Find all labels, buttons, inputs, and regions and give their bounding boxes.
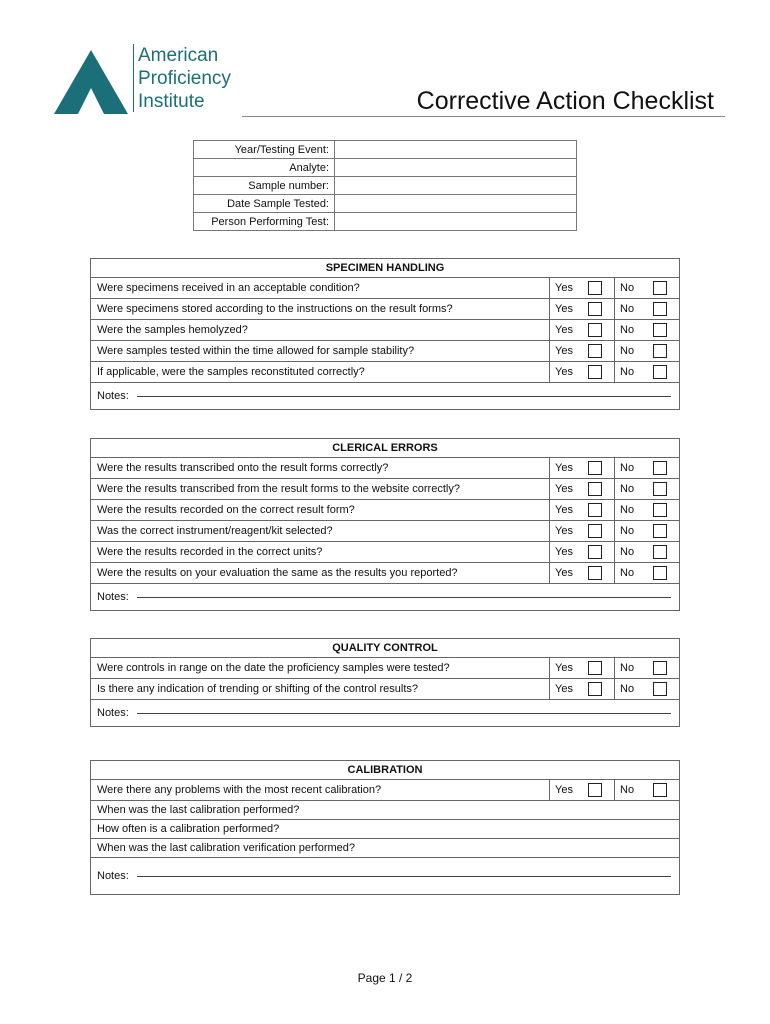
no-label: No bbox=[620, 303, 635, 315]
no-checkbox[interactable] bbox=[653, 503, 667, 517]
no-label: No bbox=[620, 662, 635, 674]
yes-option bbox=[549, 780, 614, 800]
yes-checkbox[interactable] bbox=[588, 783, 602, 797]
yes-option bbox=[549, 479, 614, 499]
yes-option bbox=[549, 658, 614, 678]
no-label: No bbox=[620, 683, 635, 695]
yes-label: Yes bbox=[555, 366, 573, 378]
question-text: Were the results transcribed onto the result forms correctly? bbox=[97, 462, 389, 474]
no-label: No bbox=[620, 366, 635, 378]
test-info-table bbox=[193, 140, 577, 231]
question-text: Were the results transcribed from the result forms to the website correctly? bbox=[97, 483, 460, 495]
yes-checkbox[interactable] bbox=[588, 365, 602, 379]
yes-option bbox=[549, 500, 614, 520]
yes-label: Yes bbox=[555, 462, 573, 474]
question-text: Were the results on your evaluation the same as the results you reported? bbox=[97, 567, 458, 579]
yes-checkbox[interactable] bbox=[588, 503, 602, 517]
yes-checkbox[interactable] bbox=[588, 302, 602, 316]
no-option bbox=[614, 458, 679, 478]
question-text: If applicable, were the samples reconstituted correctly? bbox=[97, 366, 365, 378]
yes-checkbox[interactable] bbox=[588, 482, 602, 496]
open-question-row bbox=[91, 839, 679, 858]
yes-option bbox=[549, 341, 614, 361]
info-label: Analyte: bbox=[194, 159, 335, 177]
yes-option bbox=[549, 679, 614, 699]
no-option bbox=[614, 780, 679, 800]
yes-option bbox=[549, 542, 614, 562]
section-calibration bbox=[90, 760, 680, 895]
yes-checkbox[interactable] bbox=[588, 524, 602, 538]
yes-checkbox[interactable] bbox=[588, 323, 602, 337]
info-label: Person Performing Test: bbox=[194, 213, 335, 231]
question-text: Were specimens received in an acceptable condition? bbox=[97, 282, 360, 294]
notes-label: Notes: bbox=[97, 591, 129, 603]
notes-area bbox=[91, 700, 679, 726]
no-checkbox[interactable] bbox=[653, 524, 667, 538]
info-row-analyte bbox=[194, 159, 577, 177]
question-text: Is there any indication of trending or shifting of the control results? bbox=[97, 683, 419, 695]
yes-option bbox=[549, 362, 614, 382]
no-option bbox=[614, 521, 679, 541]
no-option bbox=[614, 320, 679, 340]
question-text: When was the last calibration performed? bbox=[97, 804, 300, 816]
yes-option bbox=[549, 521, 614, 541]
yes-option bbox=[549, 299, 614, 319]
question-text: Were samples tested within the time allowed for sample stability? bbox=[97, 345, 415, 357]
yes-checkbox[interactable] bbox=[588, 461, 602, 475]
title-divider bbox=[242, 116, 725, 117]
no-checkbox[interactable] bbox=[653, 545, 667, 559]
yes-option bbox=[549, 278, 614, 298]
yes-label: Yes bbox=[555, 504, 573, 516]
yes-checkbox[interactable] bbox=[588, 344, 602, 358]
analyte-field[interactable] bbox=[335, 159, 577, 177]
question-text: Was the correct instrument/reagent/kit selected? bbox=[97, 525, 333, 537]
question-row bbox=[91, 320, 679, 341]
question-row bbox=[91, 362, 679, 383]
yes-label: Yes bbox=[555, 784, 573, 796]
year-testing-event-field[interactable] bbox=[335, 141, 577, 159]
no-label: No bbox=[620, 483, 635, 495]
question-row bbox=[91, 278, 679, 299]
question-row bbox=[91, 458, 679, 479]
no-option bbox=[614, 500, 679, 520]
yes-option bbox=[549, 320, 614, 340]
question-text: Were there any problems with the most recent calibration? bbox=[97, 784, 382, 796]
section-quality-control bbox=[90, 638, 680, 727]
info-row-sample bbox=[194, 177, 577, 195]
page-title: Corrective Action Checklist bbox=[416, 87, 714, 115]
notes-input-line[interactable] bbox=[137, 876, 671, 877]
date-sample-tested-field[interactable] bbox=[335, 195, 577, 213]
yes-checkbox[interactable] bbox=[588, 566, 602, 580]
api-logo bbox=[54, 44, 244, 116]
no-checkbox[interactable] bbox=[653, 661, 667, 675]
no-checkbox[interactable] bbox=[653, 281, 667, 295]
yes-label: Yes bbox=[555, 483, 573, 495]
yes-label: Yes bbox=[555, 567, 573, 579]
no-label: No bbox=[620, 462, 635, 474]
no-option bbox=[614, 479, 679, 499]
question-row bbox=[91, 658, 679, 679]
info-label: Date Sample Tested: bbox=[194, 195, 335, 213]
question-row bbox=[91, 780, 679, 801]
yes-checkbox[interactable] bbox=[588, 545, 602, 559]
question-text: Were the results recorded in the correct units? bbox=[97, 546, 323, 558]
section-specimen-handling bbox=[90, 258, 680, 410]
notes-input-line[interactable] bbox=[137, 713, 671, 714]
no-option bbox=[614, 542, 679, 562]
logo-mark-icon bbox=[54, 48, 128, 114]
yes-checkbox[interactable] bbox=[588, 281, 602, 295]
yes-label: Yes bbox=[555, 324, 573, 336]
yes-label: Yes bbox=[555, 525, 573, 537]
no-label: No bbox=[620, 504, 635, 516]
question-text: Were the samples hemolyzed? bbox=[97, 324, 248, 336]
sample-number-field[interactable] bbox=[335, 177, 577, 195]
notes-area bbox=[91, 383, 679, 409]
section-title: CALIBRATION bbox=[91, 761, 679, 780]
no-checkbox[interactable] bbox=[653, 566, 667, 580]
no-option bbox=[614, 341, 679, 361]
logo-wordmark bbox=[138, 44, 231, 113]
section-title: SPECIMEN HANDLING bbox=[91, 259, 679, 278]
no-checkbox[interactable] bbox=[653, 365, 667, 379]
question-text: Were specimens stored according to the instructions on the result forms? bbox=[97, 303, 453, 315]
info-row-person bbox=[194, 213, 577, 231]
no-checkbox[interactable] bbox=[653, 344, 667, 358]
yes-checkbox[interactable] bbox=[588, 682, 602, 696]
info-label: Year/Testing Event: bbox=[194, 141, 335, 159]
no-option bbox=[614, 563, 679, 583]
question-row bbox=[91, 299, 679, 320]
no-label: No bbox=[620, 546, 635, 558]
yes-label: Yes bbox=[555, 282, 573, 294]
no-option bbox=[614, 679, 679, 699]
notes-label: Notes: bbox=[97, 870, 129, 882]
no-label: No bbox=[620, 784, 635, 796]
open-question-row bbox=[91, 801, 679, 820]
notes-input-line[interactable] bbox=[137, 597, 671, 598]
no-checkbox[interactable] bbox=[653, 302, 667, 316]
section-title: CLERICAL ERRORS bbox=[91, 439, 679, 458]
yes-label: Yes bbox=[555, 345, 573, 357]
yes-checkbox[interactable] bbox=[588, 661, 602, 675]
yes-label: Yes bbox=[555, 546, 573, 558]
logo-line-3: Institute bbox=[138, 91, 205, 112]
question-row bbox=[91, 479, 679, 500]
yes-label: Yes bbox=[555, 662, 573, 674]
info-label: Sample number: bbox=[194, 177, 335, 195]
no-checkbox[interactable] bbox=[653, 323, 667, 337]
notes-area bbox=[91, 858, 679, 894]
no-option bbox=[614, 278, 679, 298]
no-checkbox[interactable] bbox=[653, 783, 667, 797]
no-label: No bbox=[620, 567, 635, 579]
question-text: How often is a calibration performed? bbox=[97, 823, 280, 835]
notes-input-line[interactable] bbox=[137, 396, 671, 397]
logo-line-1: American bbox=[138, 45, 219, 66]
person-performing-test-field[interactable] bbox=[335, 213, 577, 231]
no-option bbox=[614, 299, 679, 319]
info-row-year bbox=[194, 141, 577, 159]
no-label: No bbox=[620, 282, 635, 294]
no-label: No bbox=[620, 324, 635, 336]
info-row-date bbox=[194, 195, 577, 213]
notes-label: Notes: bbox=[97, 390, 129, 402]
question-row bbox=[91, 679, 679, 700]
question-text: When was the last calibration verification performed? bbox=[97, 842, 356, 854]
yes-option bbox=[549, 563, 614, 583]
no-checkbox[interactable] bbox=[653, 682, 667, 696]
question-text: Were the results recorded on the correct result form? bbox=[97, 504, 355, 516]
question-row bbox=[91, 341, 679, 362]
no-label: No bbox=[620, 525, 635, 537]
logo-divider bbox=[133, 44, 134, 112]
question-row bbox=[91, 500, 679, 521]
no-checkbox[interactable] bbox=[653, 461, 667, 475]
no-checkbox[interactable] bbox=[653, 482, 667, 496]
section-title: QUALITY CONTROL bbox=[91, 639, 679, 658]
yes-option bbox=[549, 458, 614, 478]
logo-line-2: Proficiency bbox=[138, 68, 231, 89]
yes-label: Yes bbox=[555, 303, 573, 315]
question-row bbox=[91, 521, 679, 542]
no-option bbox=[614, 362, 679, 382]
yes-label: Yes bbox=[555, 683, 573, 695]
section-clerical-errors bbox=[90, 438, 680, 611]
question-row bbox=[91, 563, 679, 584]
page-number: Page 1 / 2 bbox=[357, 971, 413, 985]
question-row bbox=[91, 542, 679, 563]
no-option bbox=[614, 658, 679, 678]
notes-area bbox=[91, 584, 679, 610]
notes-label: Notes: bbox=[97, 707, 129, 719]
question-text: Were controls in range on the date the proficiency samples were tested? bbox=[97, 662, 450, 674]
no-label: No bbox=[620, 345, 635, 357]
open-question-row bbox=[91, 820, 679, 839]
